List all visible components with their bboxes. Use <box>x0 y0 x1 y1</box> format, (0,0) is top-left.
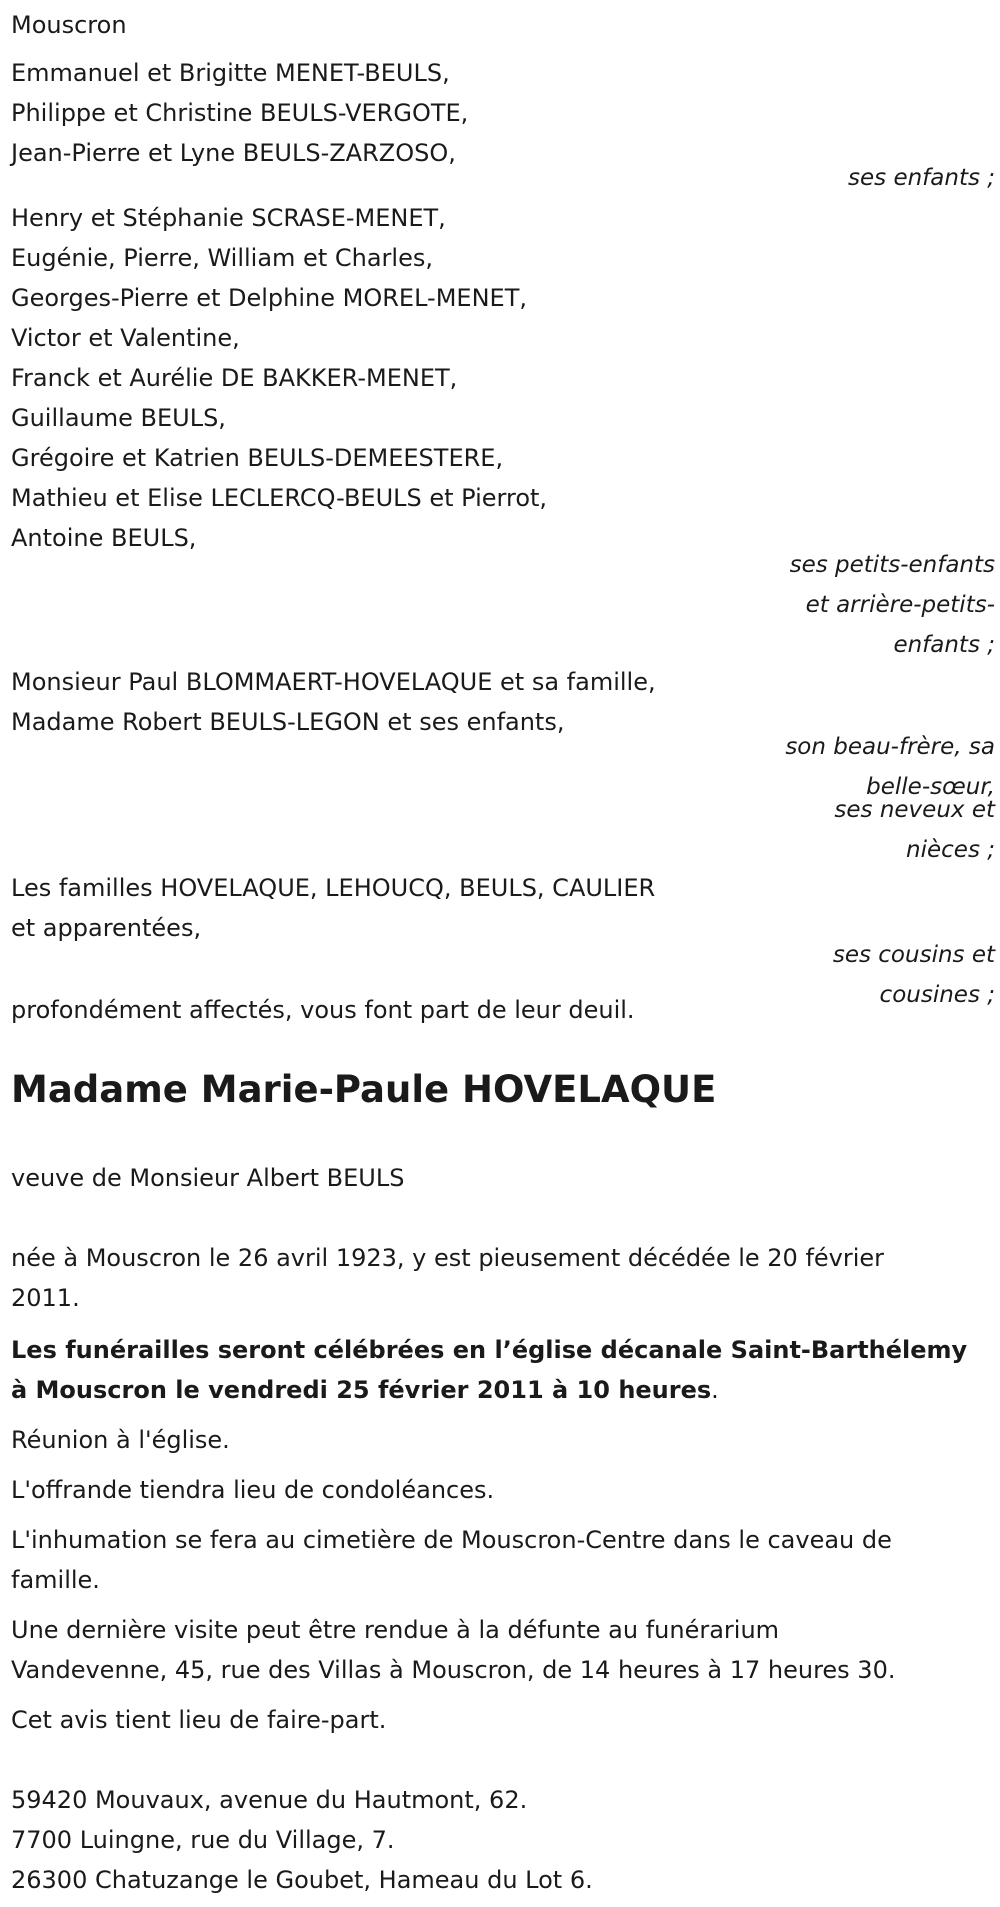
family-line: Madame Robert BEULS-LEGON et ses enfants, <box>11 708 565 736</box>
funeral-date: à Mouscron le vendredi 25 février 2011 à 10 heures <box>11 1376 712 1404</box>
family-line: Philippe et Christine BEULS-VERGOTE, <box>11 99 469 127</box>
funeral-line-2 <box>11 1375 719 1405</box>
funeral-line: Les funérailles seront célébrées en l’église décanale Saint-Barthélemy <box>11 1336 968 1364</box>
widow-of: veuve de Monsieur Albert BEULS <box>11 1164 405 1192</box>
family-line: Franck et Aurélie DE BAKKER-MENET, <box>11 364 458 392</box>
family-line: Georges-Pierre et Delphine MOREL-MENET, <box>11 284 527 312</box>
visit-line: Une dernière visite peut être rendue à la défunte au funérarium <box>11 1616 780 1644</box>
funeral-period: . <box>711 1376 719 1404</box>
burial-line: L'inhumation se fera au cimetière de Mouscron-Centre dans le caveau de <box>11 1526 892 1554</box>
relation-label: cousines ; <box>879 982 995 1008</box>
family-line: Jean-Pierre et Lyne BEULS-ZARZOSO, <box>11 139 456 167</box>
birth-death-line: 2011. <box>11 1284 80 1312</box>
relation-label: ses cousins et <box>832 942 995 968</box>
family-line: Henry et Stéphanie SCRASE-MENET, <box>11 204 446 232</box>
offering-text: L'offrande tiendra lieu de condoléances. <box>11 1476 495 1504</box>
relation-label: son beau-frère, sa <box>785 734 995 760</box>
family-line: Eugénie, Pierre, William et Charles, <box>11 244 433 272</box>
relation-label: enfants ; <box>893 632 995 658</box>
burial-line: famille. <box>11 1566 100 1594</box>
family-line: et apparentées, <box>11 914 202 942</box>
relation-label: et arrière-petits- <box>805 592 995 618</box>
relation-label: ses petits-enfants <box>789 552 995 578</box>
family-line: Monsieur Paul BLOMMAERT-HOVELAQUE et sa famille, <box>11 668 656 696</box>
address-line: 7700 Luingne, rue du Village, 7. <box>11 1826 395 1854</box>
family-line: Grégoire et Katrien BEULS-DEMEESTERE, <box>11 444 504 472</box>
family-line: Victor et Valentine, <box>11 324 240 352</box>
relation-label: belle-sœur, <box>866 774 995 800</box>
family-line: Emmanuel et Brigitte MENET-BEULS, <box>11 59 450 87</box>
place-header: Mouscron <box>11 11 127 39</box>
visit-line: Vandevenne, 45, rue des Villas à Mouscron, de 14 heures à 17 heures 30. <box>11 1656 896 1684</box>
family-line: Guillaume BEULS, <box>11 404 226 432</box>
meeting-text: Réunion à l'église. <box>11 1426 230 1454</box>
deceased-name: Madame Marie-Paule HOVELAQUE <box>11 1068 717 1111</box>
notice-text: Cet avis tient lieu de faire-part. <box>11 1706 387 1734</box>
address-line: 59420 Mouvaux, avenue du Hautmont, 62. <box>11 1786 528 1814</box>
relation-label: nièces ; <box>906 837 995 863</box>
birth-death-line: née à Mouscron le 26 avril 1923, y est pieusement décédée le 20 février <box>11 1244 885 1272</box>
relation-label: ses neveux et <box>834 797 995 823</box>
closing-text: profondément affectés, vous font part de leur deuil. <box>11 996 635 1024</box>
relation-label: ses enfants ; <box>848 165 995 191</box>
family-line: Antoine BEULS, <box>11 524 197 552</box>
family-line: Mathieu et Elise LECLERCQ-BEULS et Pierrot, <box>11 484 548 512</box>
family-line: Les familles HOVELAQUE, LEHOUCQ, BEULS, CAULIER <box>11 874 656 902</box>
address-line: 26300 Chatuzange le Goubet, Hameau du Lot 6. <box>11 1866 593 1894</box>
